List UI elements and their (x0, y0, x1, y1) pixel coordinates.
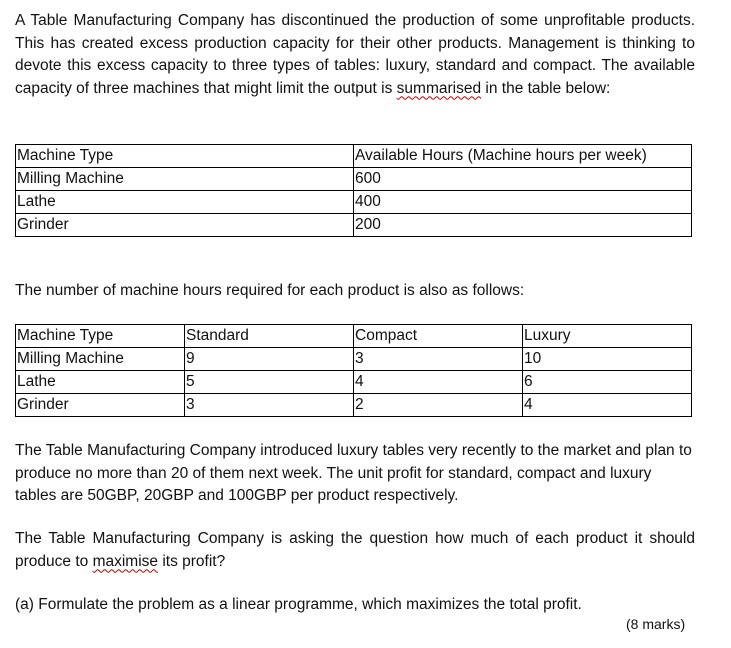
table-row (16, 348, 692, 371)
table-cell: 600 (354, 168, 692, 191)
table-header-cell: Available Hours (Machine hours per week) (354, 145, 692, 168)
intro-text-end: in the table below: (481, 79, 611, 97)
table-row (16, 214, 692, 237)
spellcheck-word: maximise (92, 552, 159, 570)
table-row (16, 191, 692, 214)
table-cell: Milling Machine (16, 348, 185, 371)
table-header-cell: Standard (185, 325, 354, 348)
table-row (16, 394, 692, 417)
table-header-cell: Luxury (523, 325, 692, 348)
table-cell: 9 (185, 348, 354, 371)
table-cell: Grinder (16, 394, 185, 417)
spellcheck-word: summarised (396, 79, 482, 97)
table-row (16, 168, 692, 191)
table-cell: 4 (354, 371, 523, 394)
table-header-cell: Machine Type (16, 325, 185, 348)
table-header-row (16, 145, 692, 168)
table-cell: Milling Machine (16, 168, 354, 191)
table-row (16, 371, 692, 394)
table-cell: 200 (354, 214, 692, 237)
table-cell: Grinder (16, 214, 354, 237)
table-cell: 400 (354, 191, 692, 214)
table-cell: Lathe (16, 371, 185, 394)
question-text: The Table Manufacturing Company is asking the question how much of each product it should produce to (15, 530, 695, 570)
marks-label: (8 marks) (626, 616, 686, 632)
table-cell: 6 (523, 371, 692, 394)
capacity-table (15, 144, 692, 237)
table-cell: 3 (185, 394, 354, 417)
table-cell: 10 (523, 348, 692, 371)
hours-intro: The number of machine hours required for each product is also as follows: (15, 282, 525, 299)
table-cell: 2 (354, 394, 523, 417)
hours-table (15, 324, 692, 417)
table-cell: 3 (354, 348, 523, 371)
table-cell: 4 (523, 394, 692, 417)
table-header-cell: Machine Type (16, 145, 354, 168)
table-header-cell: Compact (354, 325, 523, 348)
question-text-end: its profit? (158, 552, 226, 570)
part-a-question: (a) Formulate the problem as a linear programme, which maximizes the total profit. (15, 596, 582, 613)
intro-paragraph (15, 10, 695, 100)
question-paragraph (15, 528, 695, 573)
luxury-paragraph: The Table Manufacturing Company introduced luxury tables very recently to the market and plan to produce no more than 20 of them next week. The unit profit for standard, compact and luxury tables are 50GBP, 20GBP and 100GBP per product respectively. (15, 442, 692, 504)
table-header-row (16, 325, 692, 348)
table-cell: 5 (185, 371, 354, 394)
table-cell: Lathe (16, 191, 354, 214)
intro-text: A Table Manufacturing Company has discontinued the production of some unprofitable products. This has created excess production capacity for their other products. Management is thinking to devote this excess capacity to three types of tables: luxury, standard and compact. The available capacity of three machines that might limit the output is (15, 12, 695, 97)
